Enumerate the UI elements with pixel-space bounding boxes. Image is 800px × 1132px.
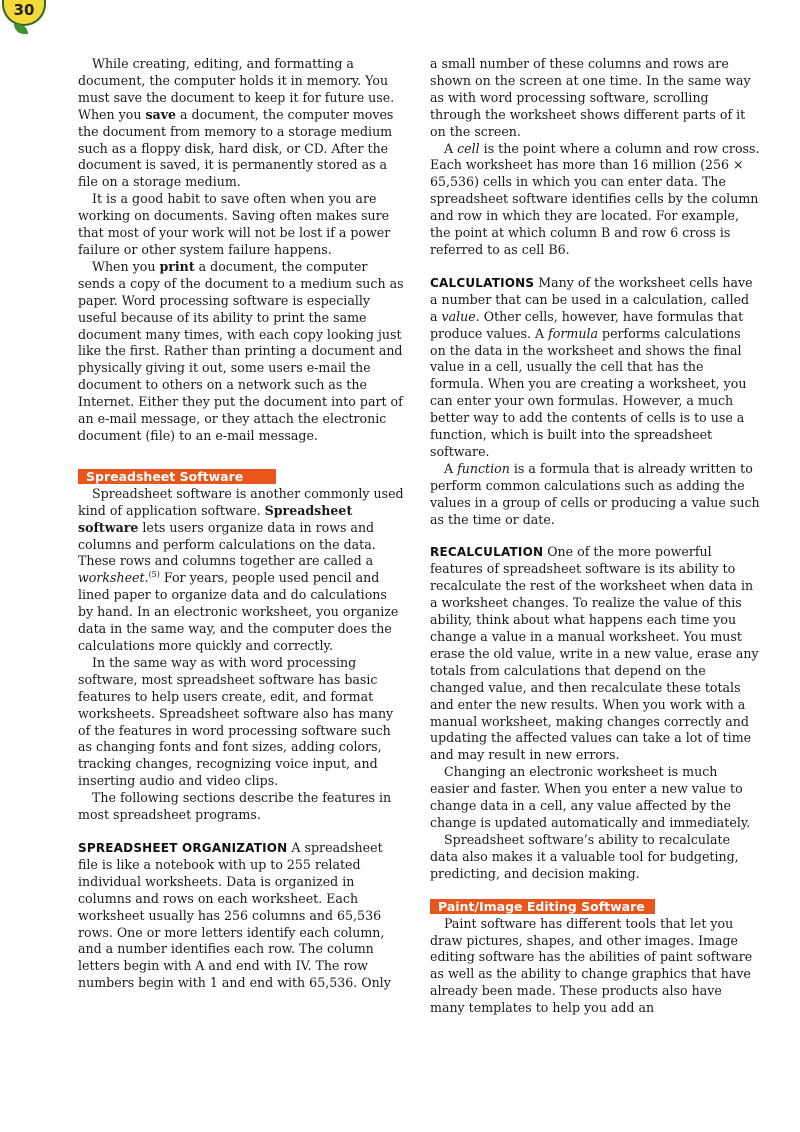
paragraph-organization: SPREADSHEET ORGANIZATION A spreadsheet file is like a notebook with up to 255 related individual worksheets. Data is organized in columns and rows on each worksheet. Each worksheet usually has 256 columns and 65,536 rows. One or more letters identify each column, and a number identifies each row. The column letters begin with A and end with IV. The row numbers begin with 1 and end with 65,536. Only bbox=[78, 839, 391, 991]
page-number-badge bbox=[0, 0, 46, 40]
paragraph-function: A function is a formula that is already written to perform common calculations such as adding the values in a group of cells or producing a value such as the time or date. bbox=[430, 460, 760, 527]
paragraph-basic-features: In the same way as with word processing software, most spreadsheet software has basic features to help users create, edit, and format worksheets. Spreadsheet software also has many of the features in word processing software such as changing fonts and font sizes, adding colors, tracking changes, recognizing voice input, and inserting audio and video clips. bbox=[78, 654, 394, 789]
page-number: 30 bbox=[2, 0, 46, 26]
paragraph-save-habit: It is a good habit to save often when you are working on documents. Saving often makes sure that most of your work will not be lost if a power failure or other system failure happens. bbox=[78, 191, 391, 257]
paragraph-cell: A cell is the point where a column and row cross. Each worksheet has more than 16 million (256 × 65,536) cells in which you can enter data. The spreadsheet software identifies cells by the column and row in which they are located. For example, the point at which column B and row 6 cross is referred to as cell B6. bbox=[430, 140, 760, 257]
section-heading-paint: Paint/Image Editing Software bbox=[430, 899, 655, 914]
paragraph-paint: Paint software has different tools that let you draw pictures, shapes, and other images. Image editing software has the abilities of paint software as well as the ability to change graphics that have already been made. These products also have many templates to help you add an bbox=[430, 915, 753, 1016]
subheading-organization: SPREADSHEET ORGANIZATION bbox=[78, 840, 288, 855]
paragraph-spreadsheet-intro: Spreadsheet software is another commonly used kind of application software. Spreadsheet software lets users organize data in rows and columns and perform calculations on the data. These rows and columns together are called a worksheet.$^{(5)}$ For years, people used pencil and lined paper to organize data and do calculations by hand. In an electronic worksheet, you organize data in the same way, and the computer does the calculations more quickly and correctly. bbox=[78, 485, 404, 653]
right-column bbox=[430, 56, 760, 1017]
paragraph-save: While creating, editing, and formatting a document, the computer holds it in memory. You must save the document to keep it for future use. When you save a document, the computer moves the document from memory to a storage medium such as a floppy disk, hard disk, or CD. After the document is saved, it is permanently stored as a file on a storage medium. bbox=[78, 56, 395, 190]
paragraph-organization-cont: a small number of these columns and rows are shown on the screen at one time. In the same way as with word processing software, scrolling through the worksheet shows different parts of it on the screen. bbox=[430, 56, 751, 139]
paragraph-changing: Changing an electronic worksheet is much easier and faster. When you enter a new value to change data in a cell, any value affected by the change is updated automatically and immediately. bbox=[430, 764, 751, 830]
paragraph-recalc-ability: Spreadsheet software’s ability to recalculate data also makes it a valuable tool for budgeting, predicting, and decision making. bbox=[430, 831, 739, 881]
left-column bbox=[78, 56, 404, 992]
paragraph-print: When you print a document, the computer sends a copy of the document to a medium such as paper. Word processing software is especially useful because of its ability to print the same document many times, with each copy looking just like the first. Rather than printing a document and physically giving it out, some users e-mail the document to others on a network such as the Internet. Either they put the document into part of an e-mail message, or they attach the electronic document (file) to an e-mail message. bbox=[78, 258, 404, 443]
paragraph-calculations: CALCULATIONS Many of the worksheet cells have a number that can be used in a calculation, called a value. Other cells, however, have formulas that produce values. A formula performs calculations on the data in the worksheet and shows the final value in a cell, usually the cell that has the formula. When you are creating a worksheet, you can enter your own formulas. However, a much better way to add the contents of cells is to use a function, which is built into the spreadsheet software. bbox=[430, 274, 753, 459]
section-heading-spreadsheet: Spreadsheet Software bbox=[78, 469, 276, 484]
paragraph-following-sections: The following sections describe the features in most spreadsheet programs. bbox=[78, 790, 392, 823]
footnote-reference: (5) bbox=[148, 570, 160, 580]
subheading-recalculation: RECALCULATION bbox=[430, 545, 544, 560]
subheading-calculations: CALCULATIONS bbox=[430, 275, 535, 290]
paragraph-recalculation: RECALCULATION One of the more powerful features of spreadsheet software is its ability to recalculate the rest of the worksheet when data in a worksheet changes. To realize the value of this ability, think about what happens each time you change a value in a manual worksheet. You must erase the old value, write in a new value, erase any totals from calculations that depend on the changed value, and then recalculate these totals and enter the new results. When you work with a manual worksheet, making changes correctly and updating the affected values can take a lot of time and may result in new errors. bbox=[430, 544, 759, 763]
